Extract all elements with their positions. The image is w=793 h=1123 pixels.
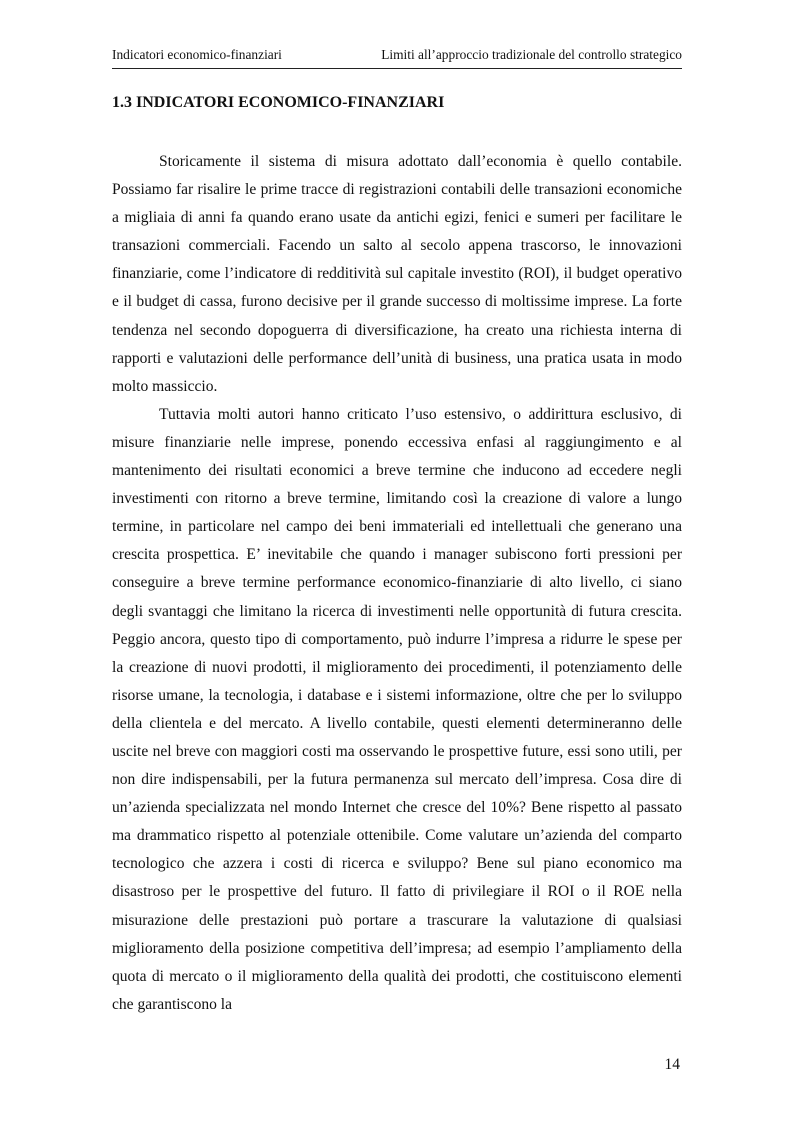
running-header <box>112 47 682 69</box>
paragraph: Tuttavia molti autori hanno criticato l’uso estensivo, o addirittura esclusivo, di misure finanziarie nelle imprese, ponendo eccessiva enfasi al raggiungimento e al mantenimento dei risultati economici a breve termine che inducono ad eccedere negli investimenti con ritorno a breve termine, limitando così la creazione di valore a lungo termine, in particolare nel campo dei beni immateriali ed intellettuali che generano una crescita prospettica. E’ inevitabile che quando i manager subiscono forti pressioni per conseguire a breve termine performance economico-finanziarie di alto livello, ci siano degli svantaggi che limitano la ricerca di investimenti nelle opportunità di futura crescita. Peggio ancora, questo tipo di comportamento, può indurre l’impresa a ridurre le spese per la creazione di nuovi prodotti, il miglioramento dei procedimenti, il potenziamento delle risorse umane, la tecnologia, i database e i sistemi informazione, oltre che per lo sviluppo della clientela e del mercato. A livello contabile, questi elementi determineranno delle uscite nel breve con maggiori costi ma osservando le prospettive future, essi sono utili, per non dire indispensabili, per la futura permanenza sul mercato dell’impresa. Cosa dire di un’azienda specializzata nel mondo Internet che cresce del 10%? Bene rispetto al passato ma drammatico rispetto al potenziale ottenibile. Come valutare un’azienda del comparto tecnologico che azzera i costi di ricerca e sviluppo? Bene sul piano economico ma disastroso per le prospettive del futuro. Il fatto di privilegiare il ROI o il ROE nella misurazione delle prestazioni può portare a trascurare la valutazione di qualsiasi miglioramento della posizione competitiva dell’impresa; ad esempio l’ampliamento della quota di mercato o il miglioramento della qualità dei prodotti, che costituiscono elementi che garantiscono la <box>112 405 682 1013</box>
header-section-title: Limiti all’approccio tradizionale del controllo strategico <box>381 47 682 62</box>
body-text <box>112 148 682 1019</box>
paragraph: Storicamente il sistema di misura adottato dall’economia è quello contabile. Possiamo far risalire le prime tracce di registrazioni contabili delle transazioni economiche a migliaia di anni fa quando erano usate da antichi egizi, fenici e sumeri per facilitare le transazioni commerciali. Facendo un salto al secolo appena trascorso, le innovazioni finanziarie, come l’indicatore di redditività sul capitale investito (ROI), il budget operativo e il budget di cassa, furono decisive per il grande successo di moltissime imprese. La forte tendenza nel secondo dopoguerra di diversificazione, ha creato una richiesta interna di rapporti e valutazioni delle performance dell’unità di business, una pratica usata in modo molto massiccio. <box>112 153 682 395</box>
section-title: 1.3 INDICATORI ECONOMICO-FINANZIARI <box>112 94 445 111</box>
header-chapter-title: Indicatori economico-finanziari <box>112 47 282 62</box>
page-number: 14 <box>664 1056 680 1073</box>
